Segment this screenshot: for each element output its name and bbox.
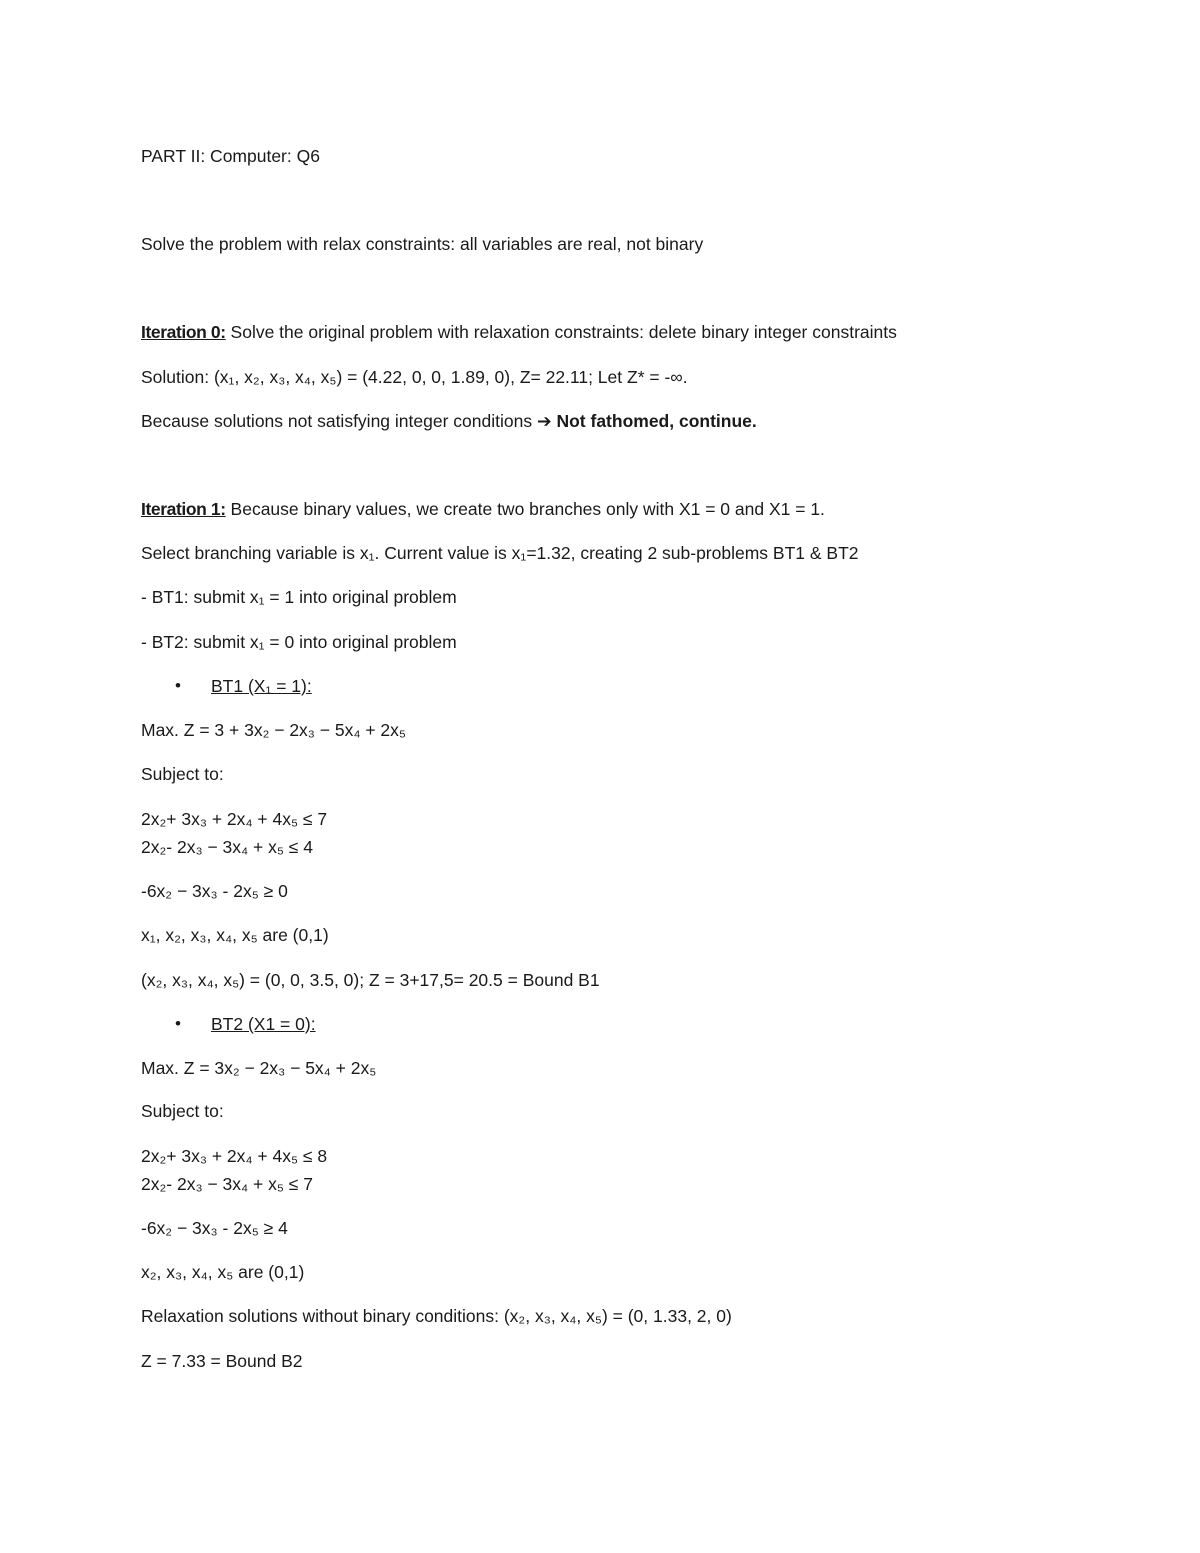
branching-variable-text: Select branching variable is x₁. Current value is x₁=1.32, creating 2 sub-problems BT1 & BT2 (141, 543, 859, 563)
bt1-label: BT1 (X₁ = 1): (211, 676, 312, 696)
iteration-0-text: Solve the original problem with relaxation constraints: delete binary integer constraints (225, 322, 897, 342)
because-text: Because solutions not satisfying integer conditions (141, 411, 537, 431)
iteration-0-heading: Iteration 0: (141, 322, 226, 342)
intro-text: Solve the problem with relax constraints: all variables are real, not binary (141, 234, 704, 254)
iteration-1-heading: Iteration 1: (141, 499, 226, 519)
bt1-constraint-2: 2x₂- 2x₃ − 3x₄ + x₅ ≤ 4 (141, 837, 313, 857)
bt2-label: BT2 (X1 = 0): (211, 1014, 316, 1034)
bt1-result: (x₂, x₃, x₄, x₅) = (0, 0, 3.5, 0); Z = 3+17,5= 20.5 = Bound B1 (141, 970, 600, 990)
bt2-relaxation: Relaxation solutions without binary conditions: (x₂, x₃, x₄, x₅) = (0, 1.33, 2, 0) (141, 1306, 732, 1326)
iteration-0-solution: Solution: (x₁, x₂, x₃, x₄, x₅) = (4.22, 0, 0, 1.89, 0), Z= 22.11; Let Z* = -∞. (141, 367, 688, 387)
bt2-result: Z = 7.33 = Bound B2 (141, 1351, 303, 1371)
bt1-constraint-3: -6x₂ − 3x₃ - 2x₅ ≥ 0 (141, 881, 288, 901)
iteration-1-line (141, 498, 825, 520)
not-fathomed-text: Not fathomed, continue. (551, 411, 757, 431)
bt2-domain: x₂, x₃, x₄, x₅ are (0,1) (141, 1262, 305, 1282)
bt2-subject-to: Subject to: (141, 1101, 224, 1121)
bt2-constraint-1: 2x₂+ 3x₃ + 2x₄ + 4x₅ ≤ 8 (141, 1146, 328, 1166)
bt1-submit-text: - BT1: submit x₁ = 1 into original problem (141, 587, 457, 607)
bt2-constraint-2: 2x₂- 2x₃ − 3x₄ + x₅ ≤ 7 (141, 1174, 313, 1194)
bt1-domain: x₁, x₂, x₃, x₄, x₅ are (0,1) (141, 925, 329, 945)
bt1-objective: Max. Z = 3 + 3x₂ − 2x₃ − 5x₄ + 2x₅ (141, 720, 406, 740)
bt2-objective: Max. Z = 3x₂ − 2x₃ − 5x₄ + 2x₅ (141, 1058, 377, 1078)
doc-title: PART II: Computer: Q6 (141, 146, 320, 166)
bullet-bt1: • (175, 676, 181, 695)
bt2-constraint-3: -6x₂ − 3x₃ - 2x₅ ≥ 4 (141, 1218, 288, 1238)
bt1-constraint-1: 2x₂+ 3x₃ + 2x₄ + 4x₅ ≤ 7 (141, 809, 328, 829)
arrow-icon: ➔ (536, 411, 552, 431)
iteration-1-text: Because binary values, we create two branches only with X1 = 0 and X1 = 1. (225, 499, 825, 519)
bt1-subject-to: Subject to: (141, 764, 224, 784)
iteration-0-because (141, 410, 757, 432)
iteration-0-line (141, 321, 897, 343)
bullet-bt2: • (175, 1014, 181, 1033)
bt2-submit-text: - BT2: submit x₁ = 0 into original problem (141, 632, 457, 652)
